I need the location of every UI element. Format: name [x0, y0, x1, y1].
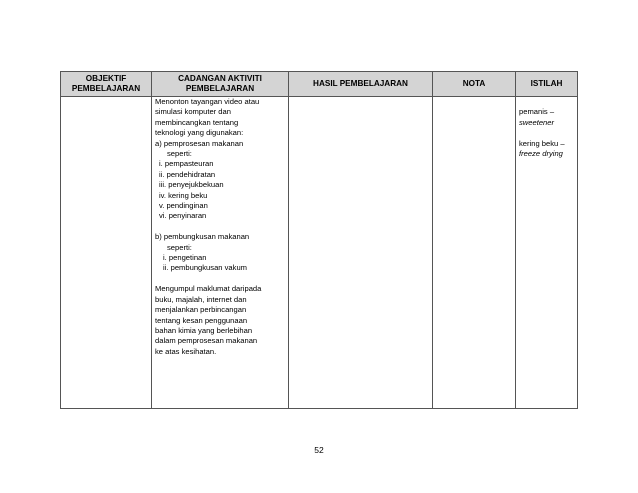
cadangan-line: i. pempasteuran [159, 159, 214, 169]
page-number: 52 [314, 445, 324, 455]
istilah-translation: freeze drying [519, 149, 563, 158]
cadangan-line: bahan kimia yang berlebihan [155, 325, 253, 335]
cadangan-line: buku, majalah, internet dan [155, 294, 247, 304]
cell-objektif [61, 97, 152, 409]
cadangan-line: tentang kesan penggunaan [155, 315, 248, 325]
cadangan-line: menjalankan perbincangan [155, 305, 247, 315]
cadangan-line: ke atas kesihatan. [155, 346, 217, 356]
cadangan-line: i. pengetinan [163, 253, 207, 263]
istilah-term: kering beku – [519, 138, 565, 148]
header-istilah: ISTILAH [516, 72, 578, 97]
cadangan-line: membincangkan tentang [155, 117, 239, 127]
header-cadangan: CADANGAN AKTIVITI PEMBELAJARAN [152, 72, 289, 97]
cell-istilah [516, 97, 578, 409]
istilah-translation: sweetener [519, 117, 555, 127]
cell-cadangan [152, 97, 289, 409]
cadangan-line: Menonton tayangan video atau [155, 97, 260, 106]
cadangan-line: v. pendinginan [159, 201, 208, 211]
cadangan-line: iii. penyejukbekuan [159, 180, 224, 190]
cadangan-line: vi. penyinaran [159, 211, 207, 221]
table-header-row [61, 72, 578, 97]
cadangan-line: iv. kering beku [159, 190, 208, 200]
cell-hasil [289, 97, 433, 409]
istilah-term: pemanis – [519, 107, 555, 117]
cadangan-line: ii. pembungkusan vakum [163, 263, 247, 273]
cadangan-line: Mengumpul maklumat daripada [155, 284, 262, 294]
cadangan-line: seperti: [167, 242, 192, 252]
cell-nota [433, 97, 516, 409]
table-row [61, 97, 578, 409]
cadangan-line: a) pemprosesan makanan [155, 138, 244, 148]
header-nota: NOTA [433, 72, 516, 97]
cadangan-line: seperti: [167, 149, 192, 159]
header-hasil: HASIL PEMBELAJARAN [289, 72, 433, 97]
lesson-plan-table [60, 71, 578, 409]
header-objektif: OBJEKTIF PEMBELAJARAN [61, 72, 152, 97]
cadangan-line: dalam pemprosesan makanan [155, 336, 258, 346]
cadangan-line: simulasi komputer dan [155, 107, 231, 117]
cadangan-line: ii. pendehidratan [159, 169, 216, 179]
cadangan-line: b) pembungkusan makanan [155, 232, 250, 242]
cadangan-line: teknologi yang digunakan: [155, 128, 244, 138]
